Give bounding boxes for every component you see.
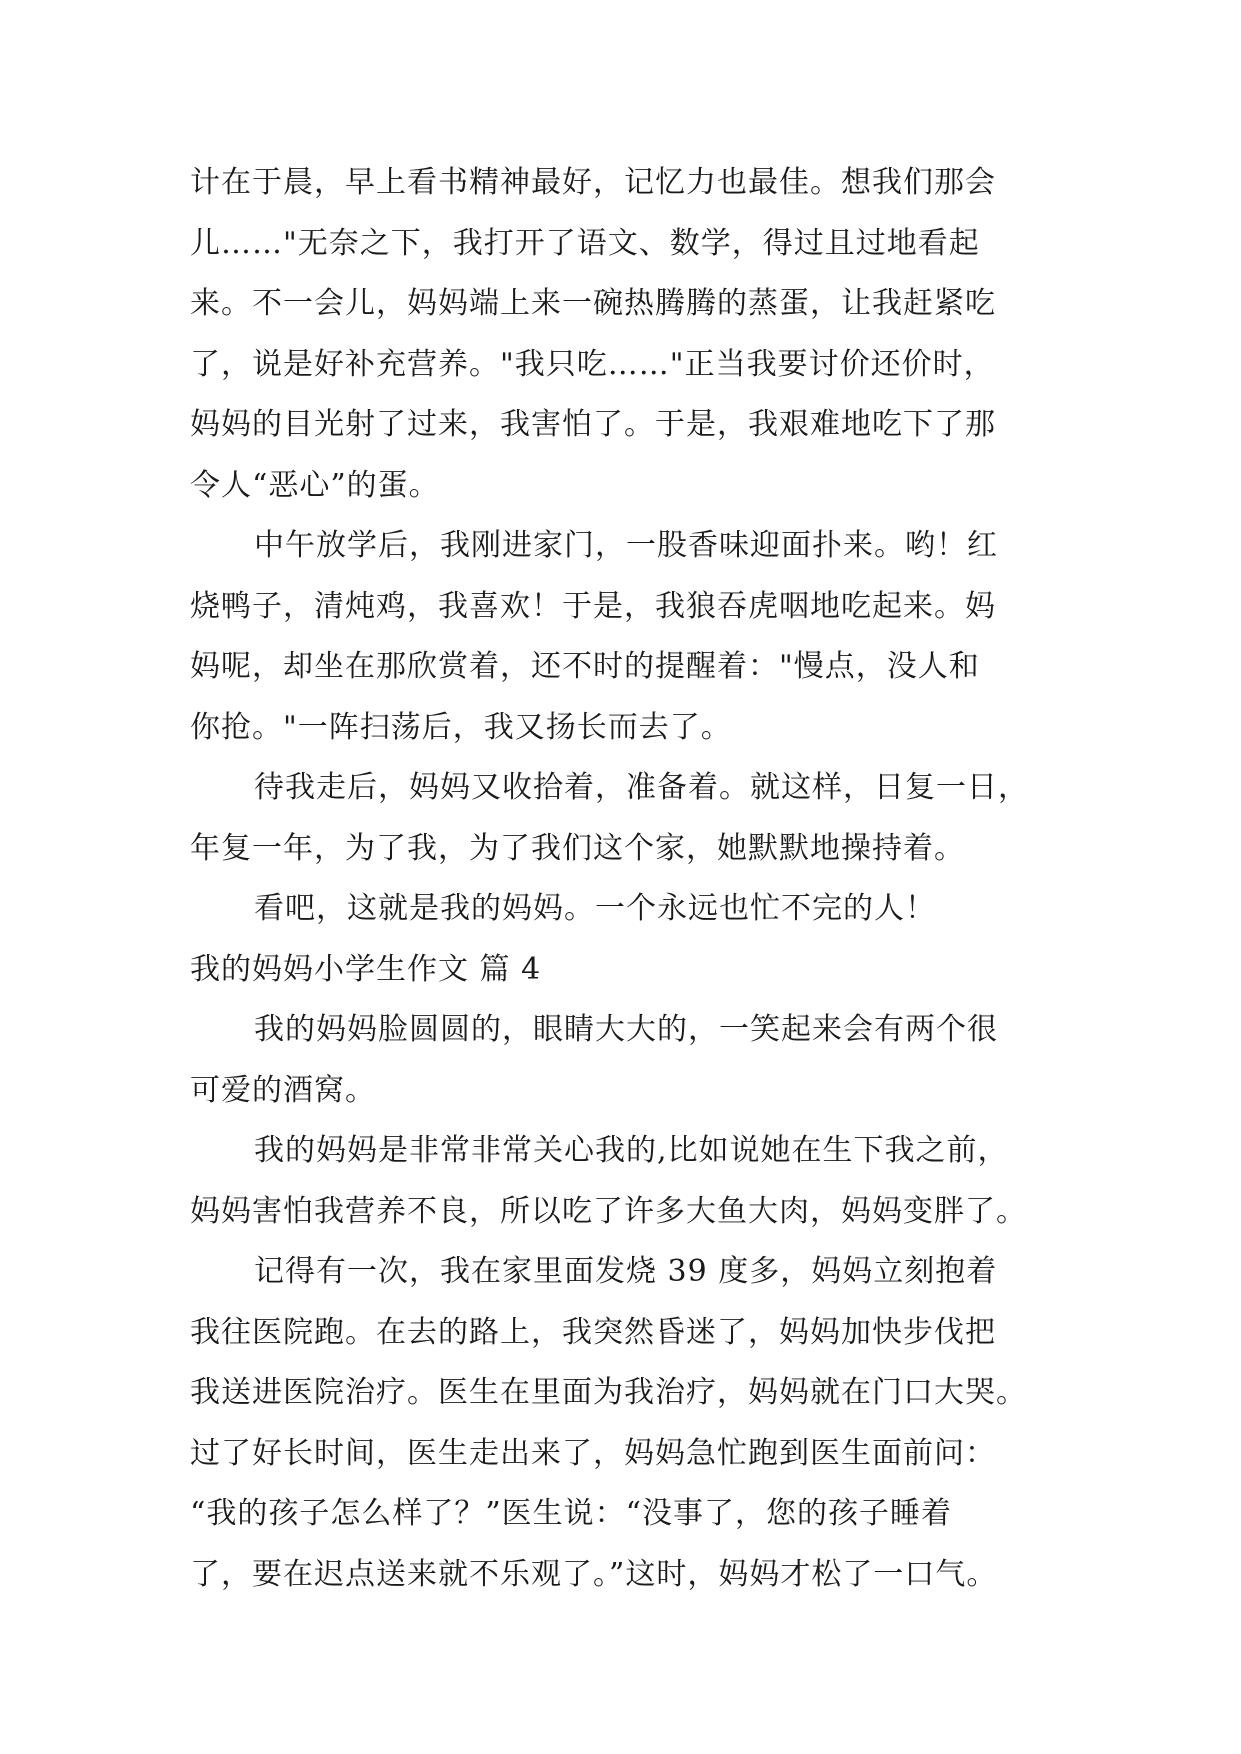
text-line: 我往医院跑。在去的路上，我突然昏迷了，妈妈加快步伐把: [190, 1314, 996, 1350]
text-line: 妈妈的目光射了过来，我害怕了。于是，我艰难地吃下了那: [190, 407, 996, 442]
text-line: 我送进医院治疗。医生在里面为我治疗，妈妈就在门口大哭。: [190, 1375, 1027, 1410]
text-line: 儿……"无奈之下，我打开了语文、数学，得过且过地看起: [190, 225, 980, 261]
paragraph-start-line: 看吧，这就是我的妈妈。一个永远也忙不完的人！: [254, 891, 936, 926]
text-line: 你抢。"一阵扫荡后，我又扬长而去了。: [190, 709, 732, 745]
section-heading: 我的妈妈小学生作文 篇 4: [190, 951, 542, 987]
text-line: 了，说是好补充营养。"我只吃……"正当我要讨价还价时，: [190, 346, 995, 382]
text-line: 来。不一会儿，妈妈端上来一碗热腾腾的蒸蛋，让我赶紧吃: [190, 286, 996, 321]
text-line: 可爱的酒窝。: [190, 1072, 376, 1108]
text-line: 妈呢，却坐在那欣赏着，还不时的提醒着："慢点，没人和: [190, 649, 980, 684]
text-line: 计在于晨，早上看书精神最好，记忆力也最佳。想我们那会: [190, 165, 996, 200]
text-line: 年复一年，为了我，为了我们这个家，她默默地操持着。: [190, 830, 965, 866]
paragraph-start-line: 我的妈妈是非常非常关心我的,比如说她在生下我之前，: [254, 1133, 1009, 1168]
text-line: 令人“恶心”的蛋。: [190, 467, 440, 503]
text-line: 烧鸭子，清炖鸡，我喜欢！于是，我狼吞虎咽地吃起来。妈: [190, 588, 996, 624]
text-line: 了，要在迟点送来就不乐观了。”这时，妈妈才松了一口气。: [190, 1556, 998, 1592]
paragraph-start-line: 中午放学后，我刚进家门，一股香味迎面扑来。哟！红: [254, 528, 998, 563]
text-line: 妈妈害怕我营养不良，所以吃了许多大鱼大肉，妈妈变胖了。: [190, 1193, 1027, 1229]
paragraph-start-line: 我的妈妈脸圆圆的，眼睛大大的，一笑起来会有两个很: [254, 1012, 998, 1047]
paragraph-start-line: 记得有一次，我在家里面发烧 39 度多，妈妈立刻抱着: [254, 1254, 998, 1289]
document-body: [190, 153, 1070, 1605]
paragraph-start-line: 待我走后，妈妈又收拾着，准备着。就这样，日复一日，: [254, 770, 1029, 805]
text-line: “我的孩子怎么样了？”医生说：“没事了，您的孩子睡着: [190, 1496, 953, 1531]
text-line: 过了好长时间，医生走出来了，妈妈急忙跑到医生面前问：: [190, 1435, 996, 1471]
